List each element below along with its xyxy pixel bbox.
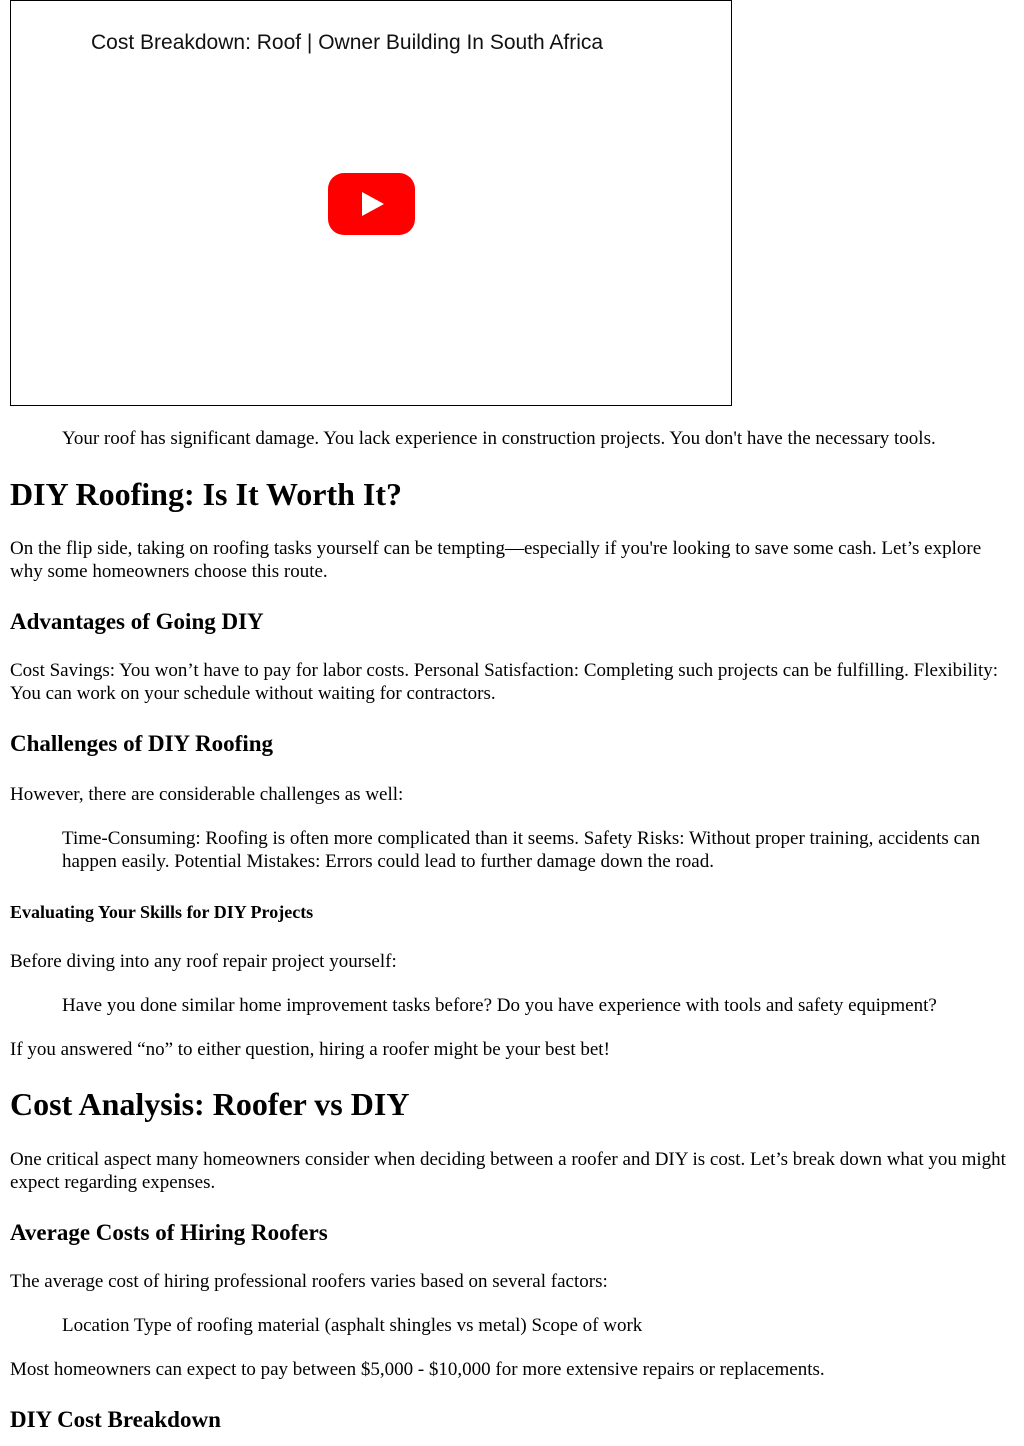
skills-list: Have you done similar home improvement tasks before? Do you have experience with tools and safety equipment? [62, 995, 937, 1016]
when-to-hire-list: Your roof has significant damage. You lack experience in construction projects. You don't have the necessary tools. [62, 428, 936, 449]
challenges-list: Time-Consuming: Roofing is often more complicated than it seems. Safety Risks: Without proper training, accidents can happen easily. Potential Mistakes: Errors could lead to further damage down the road. [62, 828, 980, 872]
challenges-heading: Challenges of DIY Roofing [10, 731, 274, 756]
diy-heading: DIY Roofing: Is It Worth It? [10, 476, 403, 512]
cost-intro: One critical aspect many homeowners consider when deciding between a roofer and DIY is cost. Let’s break down what you might expect regarding expenses. [10, 1149, 1006, 1193]
youtube-play-icon[interactable] [328, 173, 415, 235]
hiring-heading: Average Costs of Hiring Roofers [10, 1220, 328, 1245]
challenges-intro: However, there are considerable challenges as well: [10, 784, 404, 805]
hiring-conclusion: Most homeowners can expect to pay between $5,000 - $10,000 for more extensive repairs or replacements. [10, 1359, 825, 1380]
video-title[interactable]: Cost Breakdown: Roof | Owner Building In South Africa [91, 31, 604, 54]
hiring-intro: The average cost of hiring professional roofers varies based on several factors: [10, 1271, 608, 1292]
cost-heading: Cost Analysis: Roofer vs DIY [10, 1086, 410, 1122]
skills-intro: Before diving into any roof repair project yourself: [10, 951, 397, 972]
skills-conclusion: If you answered “no” to either question, hiring a roofer might be your best bet! [10, 1039, 610, 1060]
advantages-text: Cost Savings: You won’t have to pay for labor costs. Personal Satisfaction: Completing such projects can be fulfilling. Flexibility: You can work on your schedule without waiting for contractors. [10, 660, 999, 704]
diy-breakdown-heading: DIY Cost Breakdown [10, 1407, 221, 1432]
hiring-factors-list: Location Type of roofing material (asphalt shingles vs metal) Scope of work [62, 1315, 643, 1336]
video-embed[interactable] [10, 0, 732, 406]
advantages-heading: Advantages of Going DIY [10, 609, 264, 634]
diy-intro: On the flip side, taking on roofing tasks yourself can be tempting—especially if you're looking to save some cash. Let’s explore why some homeowners choose this route. [10, 538, 982, 582]
skills-heading: Evaluating Your Skills for DIY Projects [10, 902, 314, 922]
